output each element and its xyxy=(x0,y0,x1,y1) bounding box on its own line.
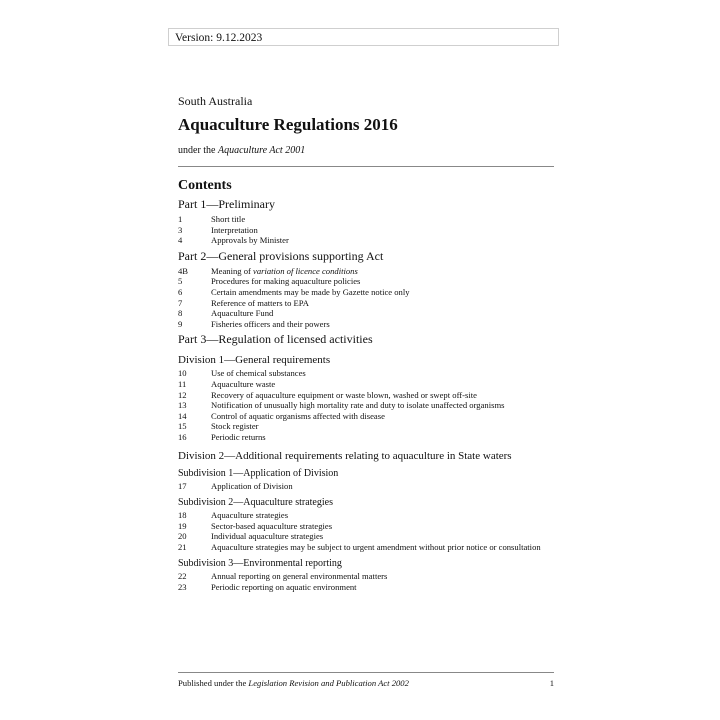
toc-part-2[interactable]: Part 2—General provisions supporting Act xyxy=(178,248,384,263)
toc-entry[interactable] xyxy=(178,390,554,401)
toc-entry[interactable] xyxy=(178,225,554,236)
toc-entry[interactable] xyxy=(178,400,554,411)
toc-subdivision-1[interactable]: Subdivision 1—Application of Division xyxy=(178,467,339,479)
toc-entry-number: 1 xyxy=(178,214,183,224)
page-number: 1 xyxy=(549,678,554,688)
toc-entry-number: 4 xyxy=(178,235,183,246)
document-page xyxy=(178,94,554,593)
page-footer xyxy=(178,672,554,688)
toc-part-1[interactable]: Part 1—Preliminary xyxy=(178,197,275,211)
toc-list-part-1 xyxy=(178,214,554,246)
toc-list-part-2 xyxy=(178,266,554,277)
toc-entry-number: 10 xyxy=(178,368,187,379)
toc-entry-title: Approvals by Minister xyxy=(211,235,289,246)
toc-entry-title: Aquaculture strategies xyxy=(211,510,289,521)
toc-entry-number: 11 xyxy=(178,378,187,389)
toc-entry-title: Periodic returns xyxy=(211,431,266,442)
toc-entry-number: 4B xyxy=(178,265,189,276)
toc-entry[interactable] xyxy=(178,411,554,422)
toc-division-1[interactable]: Division 1—General requirements xyxy=(178,354,331,367)
toc-entry[interactable] xyxy=(178,531,554,542)
toc-entry-title: Interpretation xyxy=(211,224,258,235)
toc-entry-number: 13 xyxy=(178,400,187,411)
toc-entry-number: 14 xyxy=(178,410,187,421)
toc-entry[interactable] xyxy=(178,379,554,390)
divider xyxy=(178,166,554,167)
toc-subdivision-3[interactable]: Subdivision 3—Environmental reporting xyxy=(178,558,342,570)
enabling-act-name: Aquaculture Act 2001 xyxy=(218,145,306,156)
toc-entry-number: 3 xyxy=(178,224,183,235)
footer-prefix: Published under the xyxy=(178,678,249,688)
footer-publication-note xyxy=(178,678,409,688)
toc-entry-title: Aquaculture strategies may be subject to urgent amendment without prior notice or consultation xyxy=(211,541,541,552)
footer-act-name: Legislation Revision and Publication Act 2002 xyxy=(248,678,409,688)
toc-list-part-2-rest xyxy=(178,276,554,329)
contents-heading: Contents xyxy=(178,178,232,193)
toc-entry-title: Sector-based aquaculture strategies xyxy=(211,520,333,531)
toc-entry-title: Fisheries officers and their powers xyxy=(211,318,330,329)
toc-list-division-1 xyxy=(178,368,554,442)
toc-subdivision-2[interactable]: Subdivision 2—Aquaculture strategies xyxy=(178,497,333,509)
toc-entry-title-prefix: Meaning of xyxy=(211,265,254,276)
toc-entry-title: Periodic reporting on aquatic environment xyxy=(211,582,357,593)
toc-list-subdivision-2 xyxy=(178,510,554,552)
toc-entry-number: 9 xyxy=(178,318,183,329)
toc-entry-title: Aquaculture Fund xyxy=(211,308,274,319)
toc-entry-title: Notification of unusually high mortality rate and duty to isolate unaffected organisms xyxy=(211,400,505,411)
toc-entry-title: Control of aquatic organisms affected with disease xyxy=(211,410,385,421)
version-label: Version: 9.12.2023 xyxy=(168,28,559,46)
toc-entry-title: Short title xyxy=(211,214,246,224)
toc-entry[interactable] xyxy=(178,432,554,443)
regulation-title: Aquaculture Regulations 2016 xyxy=(178,115,398,134)
toc-entry[interactable] xyxy=(178,510,554,521)
toc-entry-title: Application of Division xyxy=(211,480,293,491)
toc-entry[interactable] xyxy=(178,521,554,532)
toc-entry-number: 22 xyxy=(178,571,187,582)
toc-entry-number: 8 xyxy=(178,308,183,319)
toc-entry[interactable] xyxy=(178,368,554,379)
toc-list-subdivision-3 xyxy=(178,571,554,592)
toc-entry[interactable] xyxy=(178,308,554,319)
toc-entry-number: 16 xyxy=(178,431,187,442)
jurisdiction: South Australia xyxy=(178,94,253,108)
toc-entry-number: 23 xyxy=(178,582,187,593)
toc-entry-title xyxy=(211,266,554,277)
toc-entry-number: 7 xyxy=(178,297,183,308)
toc-entry[interactable] xyxy=(178,319,554,330)
toc-entry[interactable] xyxy=(178,298,554,309)
toc-entry[interactable] xyxy=(178,266,554,277)
toc-entry[interactable] xyxy=(178,542,554,553)
enabling-act-prefix: under the xyxy=(178,145,218,156)
toc-entry-title: Stock register xyxy=(211,421,259,432)
toc-entry-title: Reference of matters to EPA xyxy=(211,297,310,308)
toc-entry-title-italic: variation of licence conditions xyxy=(253,265,358,276)
toc-entry[interactable] xyxy=(178,235,554,246)
toc-entry-number: 19 xyxy=(178,520,187,531)
toc-entry-title: Use of chemical substances xyxy=(211,368,306,379)
toc-entry-title: Annual reporting on general environmental matters xyxy=(211,571,388,582)
toc-entry[interactable] xyxy=(178,214,554,225)
toc-entry[interactable] xyxy=(178,287,554,298)
toc-entry-number: 21 xyxy=(178,541,187,552)
toc-entry[interactable] xyxy=(178,421,554,432)
toc-entry-title: Procedures for making aquaculture policies xyxy=(211,276,361,287)
toc-entry-number: 20 xyxy=(178,531,187,542)
toc-entry-title: Recovery of aquaculture equipment or waste blown, washed or swept off-site xyxy=(211,389,477,400)
toc-entry[interactable] xyxy=(178,571,554,582)
toc-entry[interactable] xyxy=(178,582,554,593)
toc-entry-number: 15 xyxy=(178,421,187,432)
toc-entry-title: Certain amendments may be made by Gazette notice only xyxy=(211,286,410,297)
toc-entry-number: 12 xyxy=(178,389,187,400)
toc-entry-number: 17 xyxy=(178,480,187,491)
toc-entry[interactable] xyxy=(178,276,554,287)
toc-part-3[interactable]: Part 3—Regulation of licensed activities xyxy=(178,332,373,347)
toc-division-2[interactable]: Division 2—Additional requirements relating to aquaculture in State waters xyxy=(178,449,512,462)
toc-entry-title: Individual aquaculture strategies xyxy=(211,531,324,542)
enabling-act-line xyxy=(178,145,554,156)
toc-entry-number: 5 xyxy=(178,276,183,287)
toc-entry-number: 18 xyxy=(178,510,187,521)
toc-entry-number: 6 xyxy=(178,286,183,297)
toc-entry[interactable] xyxy=(178,481,554,492)
toc-list-subdivision-1 xyxy=(178,481,554,492)
toc-entry-title: Aquaculture waste xyxy=(211,378,276,389)
